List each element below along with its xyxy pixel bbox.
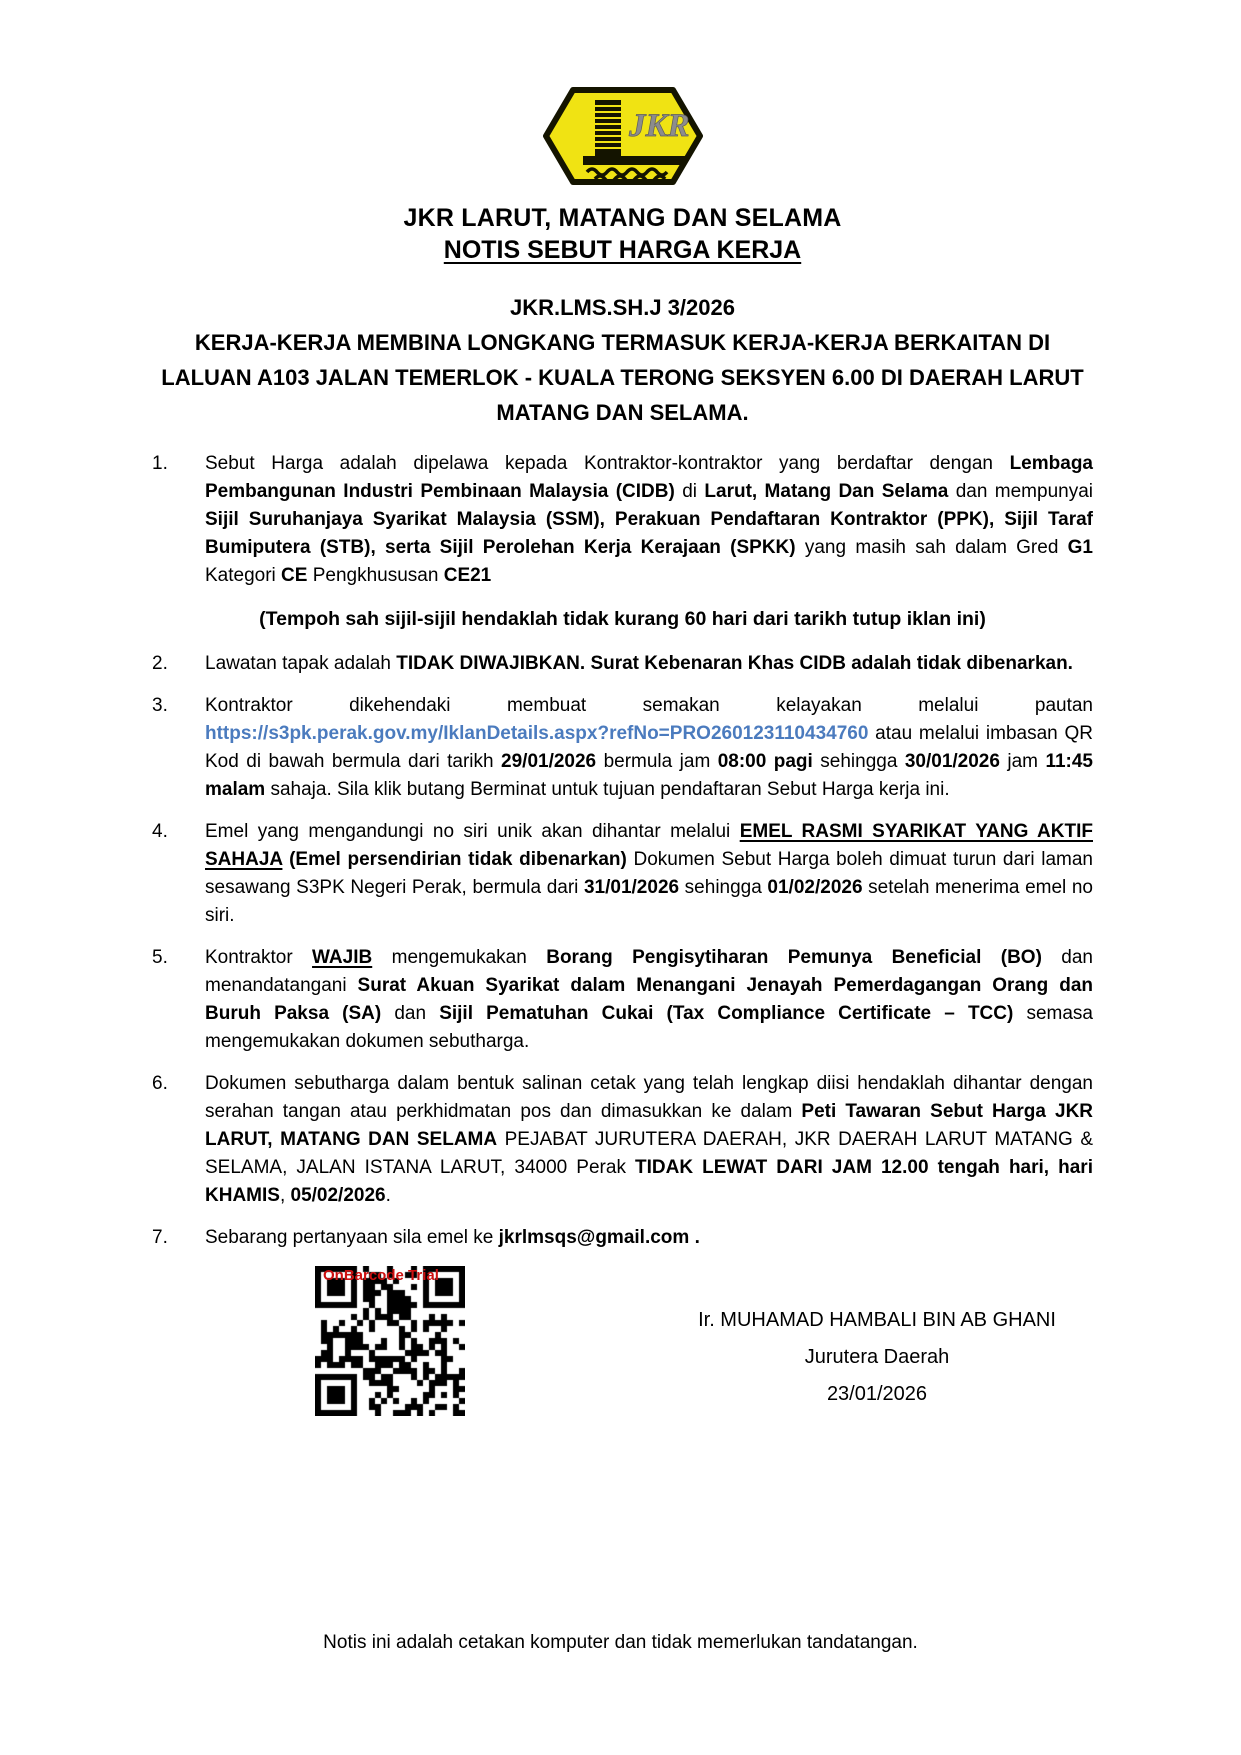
item-number: 1. <box>152 453 168 474</box>
text-run: Sebut Harga adalah dipelawa kepada Kontraktor-kontraktor yang berdaftar dengan <box>205 453 1010 474</box>
text-run: semasa mengemukakan dokumen sebutharga. <box>205 1003 1093 1052</box>
notice-item <box>152 1070 1093 1210</box>
text-run: TIDAK DIWAJIBKAN. Surat Kebenaran Khas CIDB adalah tidak dibenarkan. <box>396 653 1073 674</box>
text-run: Sebarang pertanyaan sila emel ke <box>205 1227 499 1248</box>
text-run: jkrlmsqs@gmail.com . <box>498 1227 700 1248</box>
notice-item <box>152 692 1093 804</box>
text-run: PEJABAT JURUTERA DAERAH, JKR DAERAH LARUT MATANG & SELAMA, JALAN ISTANA LARUT, 34000 Perak <box>205 1129 1093 1178</box>
bottom-row <box>152 1266 1093 1441</box>
text-run: Surat Akuan Syarikat dalam Menangani Jenayah Pemerdagangan Orang dan Buruh Paksa (SA) <box>205 975 1093 1024</box>
item-number: 7. <box>152 1227 168 1248</box>
text-run: 01/02/2026 <box>767 877 863 898</box>
text-run: 30/01/2026 <box>904 751 1000 772</box>
text-run: 29/01/2026 <box>501 751 597 772</box>
text-run: sehingga <box>812 751 905 772</box>
text-run: Kontraktor dikehendaki membuat semakan kelayakan melalui pautan <box>205 695 1093 716</box>
jkr-logo <box>152 84 1093 193</box>
text-run: 31/01/2026 <box>583 877 680 898</box>
notice-item <box>152 1224 1093 1252</box>
notice-item <box>152 450 1093 590</box>
text-run: Dokumen sebutharga dalam bentuk salinan cetak yang telah lengkap diisi hendaklah dihantar dengan serahan tangan atau perkhidmatan pos dan dimasukkan ke dalam <box>205 1073 1093 1122</box>
notice-item <box>152 944 1093 1056</box>
text-run: dan menandatangani <box>205 947 1094 996</box>
text-run: sahaja. Sila klik butang Berminat untuk tujuan pendaftaran Sebut Harga kerja ini. <box>265 779 950 800</box>
notice-item <box>152 818 1093 930</box>
qr-trial-watermark: OnBarcode Trial <box>323 1267 439 1284</box>
qualification-check-link[interactable]: https://s3pk.perak.gov.my/IklanDetails.aspx?refNo=PRO260123110434760 <box>205 723 869 744</box>
text-run: TIDAK LEWAT DARI JAM 12.00 tengah hari, hari KHAMIS <box>205 1157 1093 1206</box>
doc-type-text: NOTIS SEBUT HARGA KERJA <box>443 236 802 264</box>
text-run: EMEL RASMI SYARIKAT YANG AKTIF SAHAJA <box>205 821 1093 870</box>
logo-jkr-text: JKR <box>628 108 690 144</box>
item-number: 3. <box>152 695 168 716</box>
item-text <box>205 692 1093 804</box>
item-text <box>205 944 1093 1056</box>
org-name-heading: JKR LARUT, MATANG DAN SELAMA <box>403 204 842 232</box>
text-run: Lawatan tapak adalah <box>205 653 397 674</box>
text-run: mengemukakan <box>372 947 547 968</box>
text-run: Kategori <box>205 565 282 586</box>
text-run: atau melalui imbasan QR Kod di bawah bermula dari tarikh <box>205 723 1093 772</box>
text-run: 08:00 pagi <box>717 751 813 772</box>
project-title: KERJA-KERJA MEMBINA LONGKANG TERMASUK KERJA-KERJA BERKAITAN DI LALUAN A103 JALAN TEMERLOK - KUALA TERONG SEKSYEN 6.00 DI DAERAH LARUT MATANG DAN SELAMA. <box>161 330 1084 425</box>
item-text <box>205 818 1093 930</box>
text-run: CE <box>281 565 308 586</box>
sign-date: 23/01/2026 <box>826 1383 928 1405</box>
text-run: Emel yang mengandungi no siri unik akan dihantar melalui <box>205 821 740 842</box>
text-run: Borang Pengisytiharan Pemunya Beneficial (BO) <box>546 947 1042 968</box>
text-run: , <box>279 1185 291 1206</box>
text-run: 05/02/2026 <box>290 1185 386 1206</box>
text-run: Lembaga Pembangunan Industri Pembinaan Malaysia (CIDB) <box>205 453 1093 502</box>
item-number: 5. <box>152 947 168 968</box>
text-run: Pengkhususan <box>307 565 444 586</box>
text-run: Dokumen Sebut Harga boleh dimuat turun dari laman sesawang S3PK Negeri Perak, bermula dari <box>205 849 1094 898</box>
text-run: sehingga <box>679 877 768 898</box>
item-text <box>205 1224 1093 1252</box>
text-run: yang masih sah dalam Gred <box>795 537 1068 558</box>
signer-title: Jurutera Daerah <box>804 1346 950 1368</box>
text-run: WAJIB <box>312 947 373 968</box>
item-number: 4. <box>152 821 168 842</box>
qr-box <box>315 1266 465 1416</box>
text-run: G1 <box>1067 537 1094 558</box>
footer-note: Notis ini adalah cetakan komputer dan tidak memerlukan tandatangan. <box>323 1632 918 1653</box>
notice-item <box>152 650 1093 678</box>
text-run: dan <box>381 1003 440 1024</box>
doc-type-heading <box>152 233 1093 267</box>
signature-block <box>662 1302 1092 1413</box>
item-text <box>205 650 1093 678</box>
text-run: di <box>674 481 705 502</box>
item-number: 2. <box>152 653 168 674</box>
text-run: Peti Tawaran Sebut Harga JKR LARUT, MATANG DAN SELAMA <box>205 1101 1094 1150</box>
text-run: Sijil Suruhanjaya Syarikat Malaysia (SSM), Perakuan Pendaftaran Kontraktor (PPK), Sijil Taraf Bumiputera (STB), serta Sijil Perolehan Kerja Kerajaan (SPKK) <box>205 509 1093 558</box>
jkr-logo-graphic <box>543 84 703 188</box>
text-run: CE21 <box>443 565 492 586</box>
notice-items <box>152 450 1093 1252</box>
text-run: dan mempunyai <box>948 481 1093 502</box>
text-run: setelah menerima emel no siri. <box>205 877 1093 926</box>
validity-note: (Tempoh sah sijil-sijil hendaklah tidak kurang 60 hari dari tarikh tutup iklan ini) <box>259 608 986 630</box>
text-run: bermula jam <box>596 751 718 772</box>
signer-name: Ir. MUHAMAD HAMBALI BIN AB GHANI <box>698 1309 1056 1331</box>
text-run: . <box>385 1185 391 1206</box>
text-run: (Emel persendirian tidak dibenarkan) <box>289 849 627 870</box>
text-run: 11:45 malam <box>205 751 1093 800</box>
text-run: jam <box>999 751 1046 772</box>
item-text <box>205 1070 1093 1210</box>
text-run: Sijil Pematuhan Cukai (Tax Compliance Certificate – TCC) <box>439 1003 1014 1024</box>
text-run: Larut, Matang Dan Selama <box>704 481 949 502</box>
text-run: Kontraktor <box>205 947 313 968</box>
item-text <box>205 450 1093 590</box>
item-number: 6. <box>152 1073 168 1094</box>
ref-no: JKR.LMS.SH.J 3/2026 <box>510 295 735 320</box>
qr-code <box>315 1266 465 1416</box>
